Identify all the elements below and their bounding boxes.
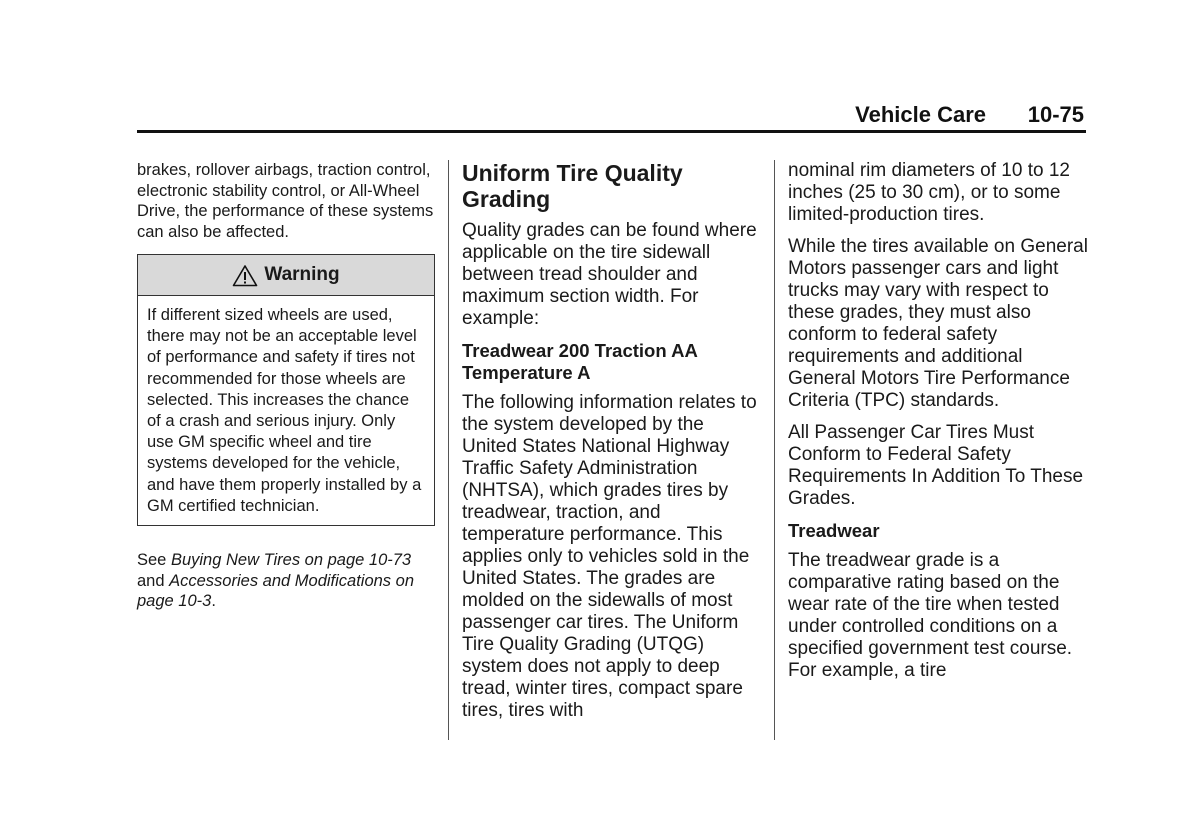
section-title: Vehicle Care bbox=[855, 102, 986, 127]
see-mid: and bbox=[137, 571, 170, 590]
column-right bbox=[788, 160, 1088, 692]
paragraph: While the tires available on General Motors passenger cars and light trucks may vary with respect to these grades, they must also conform to federal safety requirements and additional General Motors Tire Performance Criteria (TPC) standards. bbox=[788, 236, 1088, 411]
warning-title: Warning bbox=[264, 264, 340, 285]
warning-header bbox=[138, 255, 434, 296]
paragraph: Quality grades can be found where applicable on the tire sidewall between tread shoulder and maximum section width. For example: bbox=[462, 220, 757, 329]
reference-buying-new-tires[interactable]: Buying New Tires on page 10-73 bbox=[170, 551, 412, 570]
column-divider bbox=[774, 160, 775, 740]
example-grade: Treadwear 200 Traction AA Temperature A bbox=[462, 340, 698, 383]
warning-triangle-icon bbox=[232, 264, 258, 287]
column-middle bbox=[462, 160, 762, 732]
reference-accessories[interactable]: Accessories and Modifications on page 10-3 bbox=[137, 571, 414, 611]
paragraph: All Passenger Car Tires Must Conform to Federal Safety Requirements In Addition To These Grades. bbox=[788, 422, 1084, 509]
column-divider bbox=[448, 160, 449, 740]
paragraph: The treadwear grade is a comparative rating based on the wear rate of the tire when tested under controlled conditions on a specified government test course. For example, a tire bbox=[788, 550, 1073, 681]
column-left bbox=[137, 160, 435, 612]
see-also-reference bbox=[137, 550, 435, 612]
subheading-treadwear: Treadwear bbox=[788, 520, 880, 541]
warning-box bbox=[137, 254, 435, 526]
see-prefix: See bbox=[137, 551, 171, 570]
intro-paragraph: brakes, rollover airbags, traction control, electronic stability control, or All-Wheel Drive, the performance of these systems can also be affected. bbox=[137, 161, 434, 241]
page-header bbox=[137, 100, 1086, 133]
warning-text: If different sized wheels are used, there may not be an acceptable level of performance and safety if tires not recommended for those wheels are selected. This increases the chance of a crash and serious injury. Only use GM specific wheel and tire systems developed for the vehicle, and have them properly installed by a GM certified technician. bbox=[147, 306, 422, 515]
paragraph: nominal rim diameters of 10 to 12 inches (25 to 30 cm), or to some limited-production tires. bbox=[788, 160, 1070, 225]
see-suffix: . bbox=[211, 592, 216, 611]
paragraph: The following information relates to the system developed by the United States National Highway Traffic Safety Administration (NHTSA), which grades tires by treadwear, traction, and temperature performance. This applies only to vehicles sold in the United States. The grades are molded on the sidewalls of most passenger car tires. The Uniform Tire Quality Grading (UTQG) system does not apply to deep tread, winter tires, compact spare tires, tires with bbox=[462, 392, 757, 721]
section-heading: Uniform Tire Quality Grading bbox=[462, 160, 683, 212]
page-number: 10-75 bbox=[1027, 102, 1084, 127]
